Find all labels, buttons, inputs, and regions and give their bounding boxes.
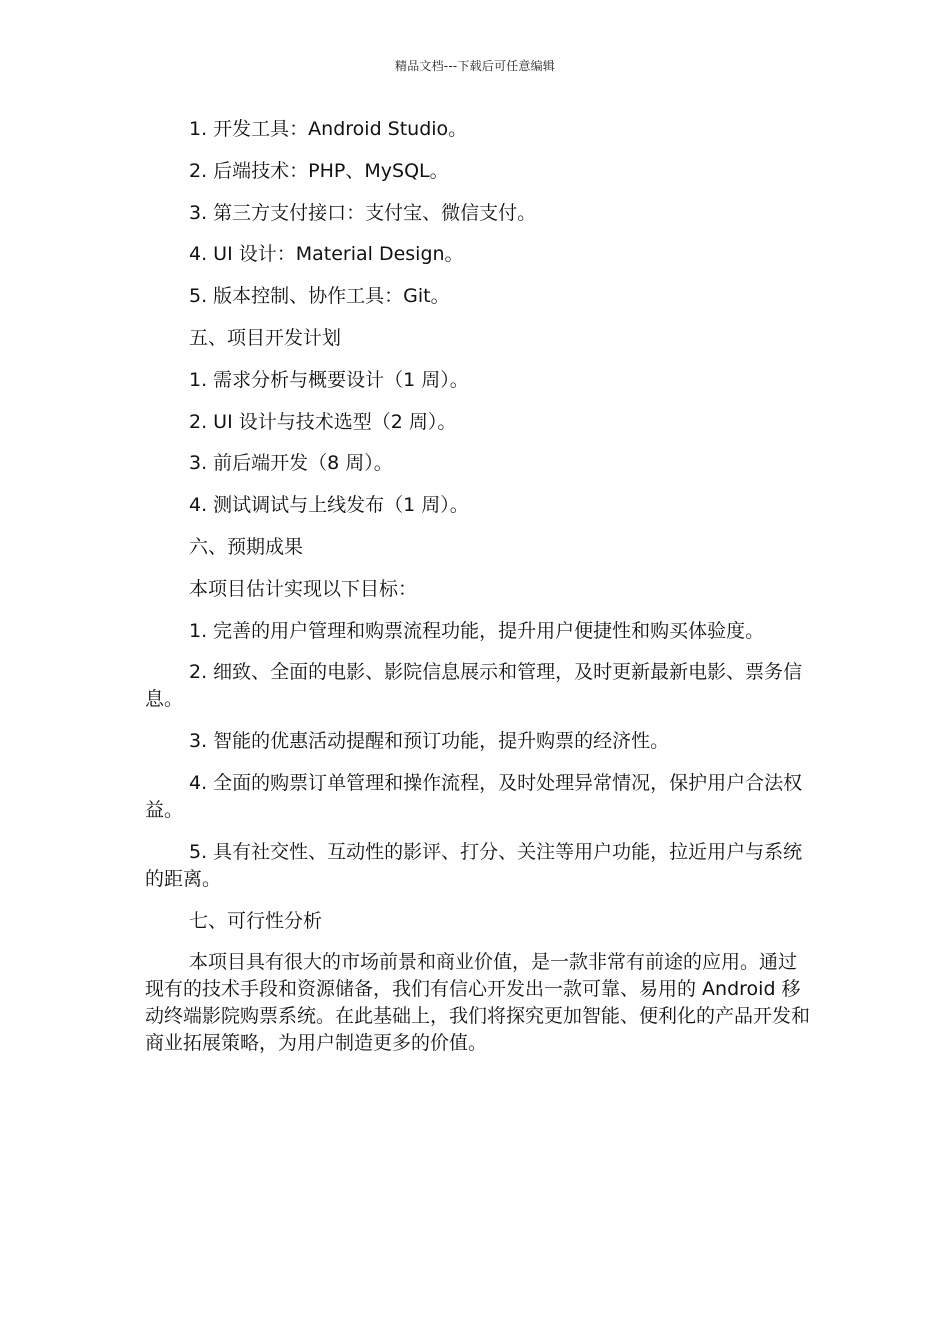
section-heading: 七、可行性分析	[189, 909, 323, 932]
body-paragraph: 本项目具有很大的市场前景和商业价值，是一款非常有前途的应用。通过现有的技术手段和资源储备，我们有信心开发出一款可靠、易用的 Android 移动终端影院购票系统。在此基础上，我们将探究更加智能、便利化的产品开发和商业拓展策略，为用户制造更多的价值。	[145, 951, 811, 1055]
section-heading: 六、预期成果	[189, 535, 304, 558]
list-item: 3. 第三方支付接口：支付宝、微信支付。	[189, 201, 537, 224]
section-heading: 五、项目开发计划	[189, 326, 342, 349]
body-paragraph: 本项目估计实现以下目标：	[189, 577, 418, 600]
list-item: 2. 后端技术：PHP、MySQL。	[189, 159, 449, 182]
page-header: 精品文档---下载后可任意编辑	[395, 59, 555, 73]
list-item: 4. 测试调试与上线发布（1 周）。	[189, 494, 469, 517]
list-item: 2. UI 设计与技术选型（2 周）。	[189, 410, 457, 433]
list-item: 1. 完善的用户管理和购票流程功能，提升用户便捷性和购买体验度。	[189, 619, 765, 642]
list-item: 5. 具有社交性、互动性的影评、打分、关注等用户功能，拉近用户与系统的距离。	[145, 840, 803, 890]
list-item: 1. 需求分析与概要设计（1 周）。	[189, 368, 469, 391]
list-item: 5. 版本控制、协作工具：Git。	[189, 285, 450, 308]
list-item: 2. 细致、全面的电影、影院信息展示和管理，及时更新最新电影、票务信息。	[145, 661, 803, 711]
list-item: 3. 智能的优惠活动提醒和预订功能，提升购票的经济性。	[189, 730, 670, 753]
document-body	[145, 116, 813, 1072]
list-item: 3. 前后端开发（8 周）。	[189, 452, 393, 475]
list-item: 4. UI 设计：Material Design。	[189, 243, 464, 266]
list-item: 1. 开发工具：Android Studio。	[189, 118, 468, 140]
list-item: 4. 全面的购票订单管理和操作流程，及时处理异常情况，保护用户合法权益。	[145, 771, 803, 821]
